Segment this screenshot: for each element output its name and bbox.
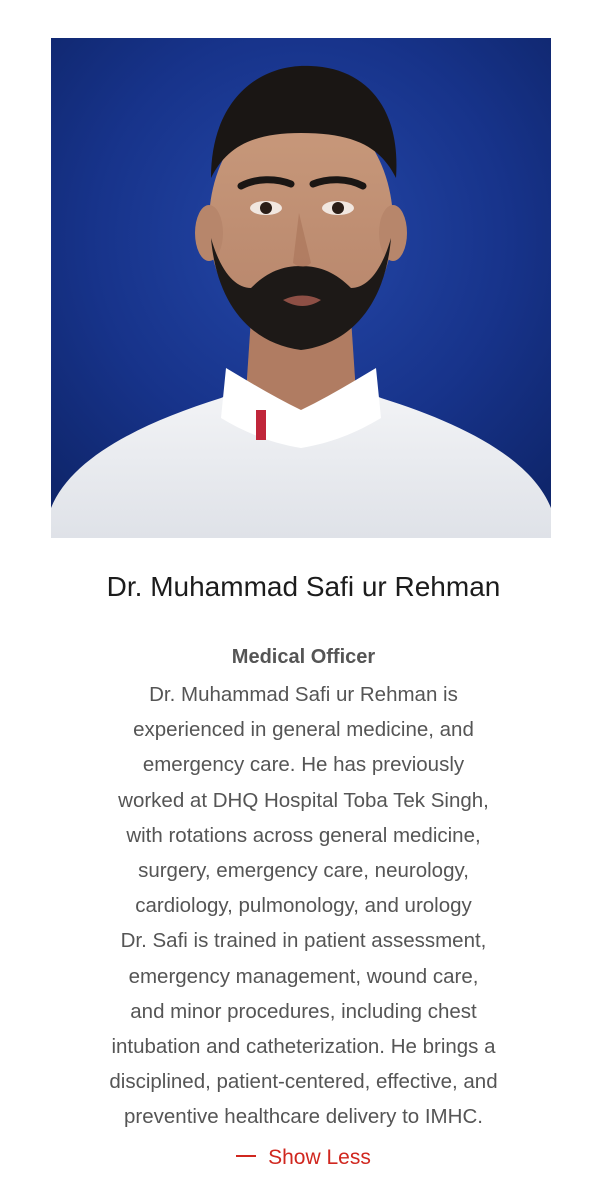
bio-line: experienced in general medicine, and (133, 718, 474, 742)
bio-line: with rotations across general medicine, (126, 823, 481, 847)
bio-line: disciplined, patient-centered, effective, and (109, 1070, 498, 1094)
minus-dash-icon (236, 1155, 256, 1157)
bio-line: and minor procedures, including chest (130, 999, 477, 1023)
doctor-bio (40, 677, 567, 1135)
bio-line: worked at DHQ Hospital Toba Tek Singh, (118, 788, 489, 812)
show-less-label: Show Less (268, 1146, 371, 1169)
bio-line: Dr. Safi is trained in patient assessment, (120, 929, 487, 953)
doctor-portrait-photo (51, 38, 551, 538)
bio-line: emergency care. He has previously (142, 753, 465, 777)
bio-line: cardiology, pulmonology, and urology (135, 894, 472, 918)
doctor-role: Medical Officer (231, 646, 376, 668)
doctor-name: Dr. Muhammad Safi ur Rehman (106, 571, 501, 602)
portrait-illustration (51, 38, 551, 538)
show-less-button[interactable] (0, 1143, 607, 1173)
bio-line: intubation and catheterization. He brings a (111, 1035, 496, 1059)
bio-line: preventive healthcare delivery to IMHC. (124, 1105, 483, 1129)
bio-line: emergency management, wound care, (128, 964, 479, 988)
bio-line: Dr. Muhammad Safi ur Rehman is (149, 683, 458, 706)
bio-line: surgery, emergency care, neurology, (138, 859, 469, 883)
